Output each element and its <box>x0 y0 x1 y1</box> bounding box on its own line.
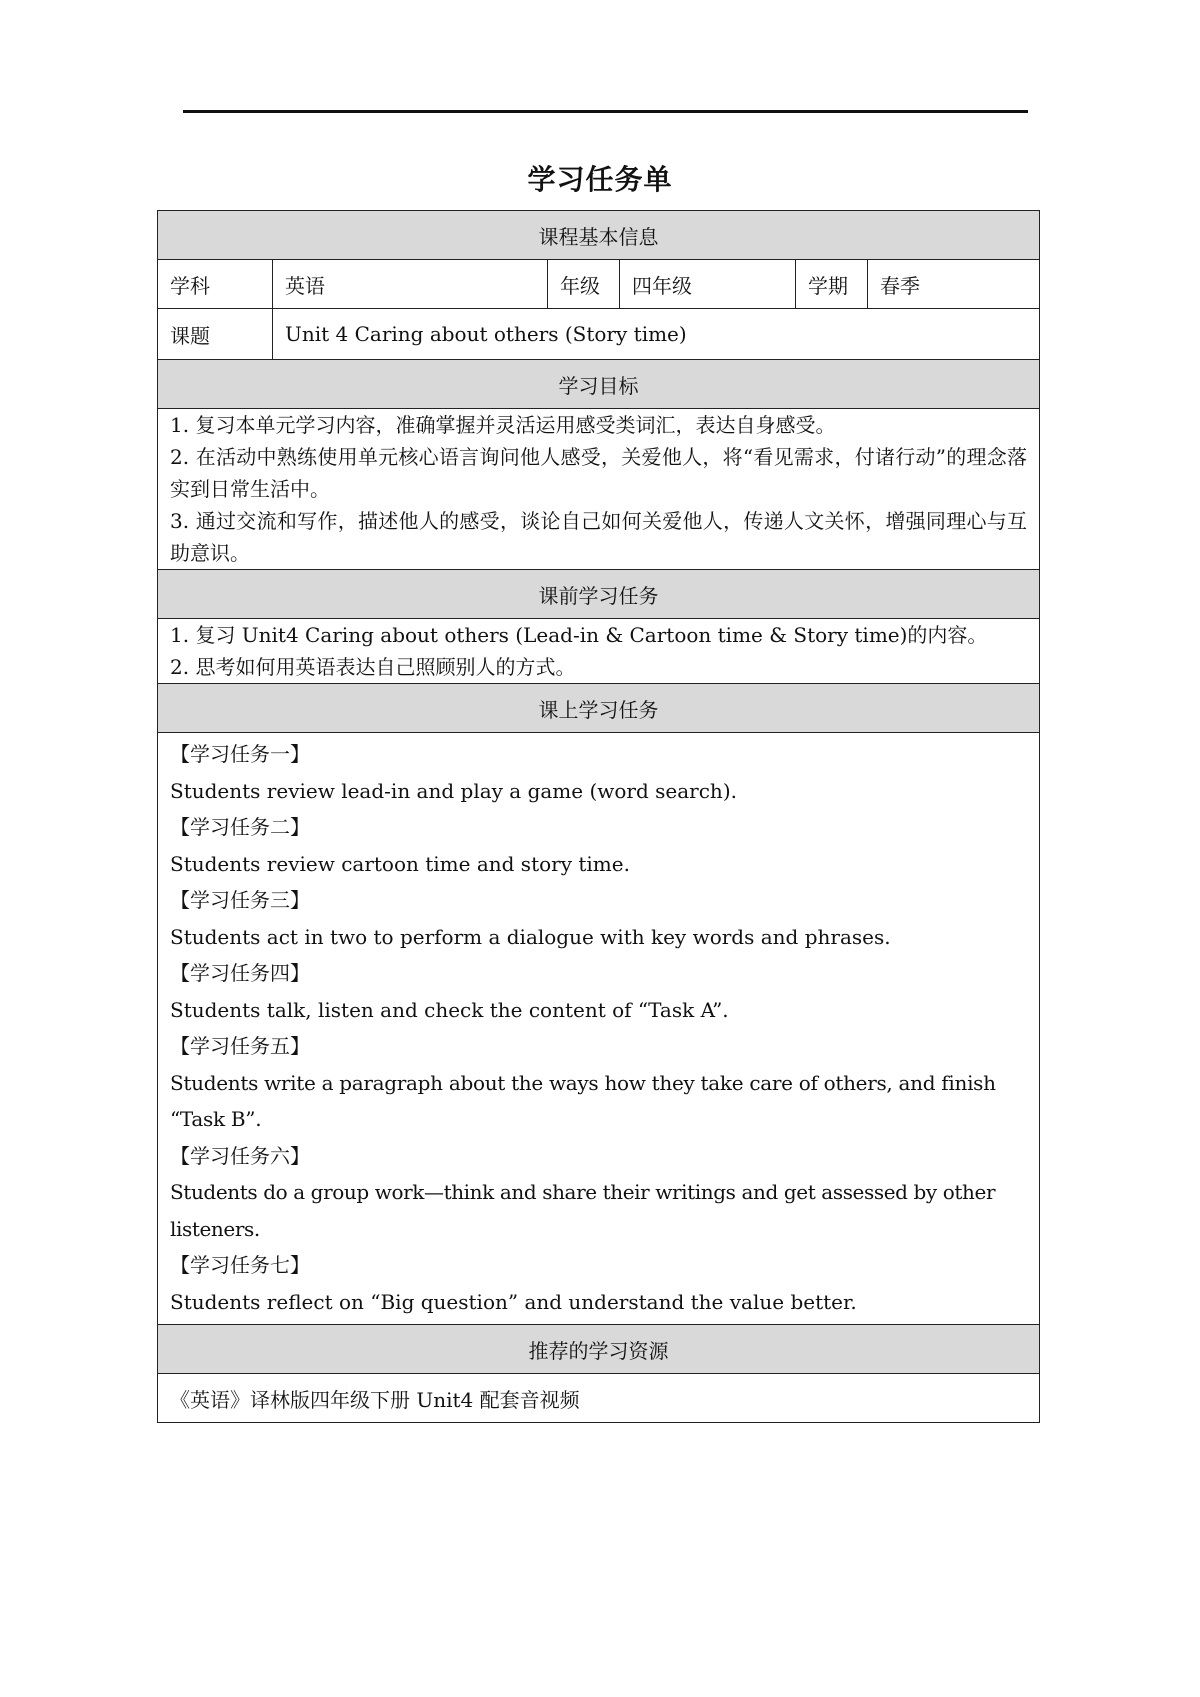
in-class-header: 课上学习任务 <box>158 684 1040 733</box>
pre-class-item: 1. 复习 Unit4 Caring about others (Lead-in & Cartoon time & Story time)的内容。 <box>170 623 988 647</box>
task-text: Students talk, listen and check the content of “Task A”. <box>170 997 729 1022</box>
resources-header: 推荐的学习资源 <box>158 1325 1040 1374</box>
course-info-header: 课程基本信息 <box>158 211 1040 260</box>
task-label: 【学习任务一】 <box>170 742 310 766</box>
task-label: 【学习任务二】 <box>170 815 310 839</box>
pre-class-header: 课前学习任务 <box>158 570 1040 619</box>
task-text: Students review lead-in and play a game (word search). <box>170 778 737 803</box>
objectives-header: 学习目标 <box>158 360 1040 409</box>
objective-item: 1. 复习本单元学习内容，准确掌握并灵活运用感受类词汇，表达自身感受。 <box>170 413 836 437</box>
task-label: 【学习任务四】 <box>170 961 310 985</box>
topic-value: Unit 4 Caring about others (Story time) <box>273 309 1040 360</box>
subject-value: 英语 <box>273 260 548 309</box>
objective-item: 3. 通过交流和写作，描述他人的感受，谈论自己如何关爱他人，传递人文关怀，增强同理心与互助意识。 <box>170 509 1028 565</box>
pre-class-item: 2. 思考如何用英语表达自己照顾别人的方式。 <box>170 655 576 679</box>
pre-class-list <box>158 619 1040 684</box>
grade-value: 四年级 <box>620 260 796 309</box>
document-title: 学习任务单 <box>527 163 673 196</box>
term-value: 春季 <box>868 260 1040 309</box>
task-text: Students reflect on “Big question” and understand the value better. <box>170 1289 857 1314</box>
header-rule <box>183 110 1028 113</box>
grade-label: 年级 <box>548 260 620 309</box>
task-text: Students act in two to perform a dialogue with key words and phrases. <box>170 924 891 949</box>
in-class-task-list <box>158 733 1040 1325</box>
objectives-list <box>158 409 1040 570</box>
task-sheet-table <box>157 210 1040 1423</box>
task-text: Students review cartoon time and story time. <box>170 851 630 876</box>
task-label: 【学习任务七】 <box>170 1253 310 1277</box>
term-label: 学期 <box>796 260 868 309</box>
topic-label: 课题 <box>158 309 273 360</box>
task-label: 【学习任务六】 <box>170 1143 310 1168</box>
resources-text: 《英语》译林版四年级下册 Unit4 配套音视频 <box>158 1374 1040 1423</box>
subject-label: 学科 <box>158 260 273 309</box>
objective-item: 2. 在活动中熟练使用单元核心语言询问他人感受，关爱他人，将“看见需求，付诸行动”的理念落实到日常生活中。 <box>170 445 1028 501</box>
task-label: 【学习任务三】 <box>170 888 310 912</box>
task-label: 【学习任务五】 <box>170 1034 310 1058</box>
task-text: Students do a group work—think and share their writings and get assessed by other listeners. <box>170 1180 996 1241</box>
task-text: Students write a paragraph about the ways how they take care of others, and finish “Task B”. <box>170 1070 996 1131</box>
